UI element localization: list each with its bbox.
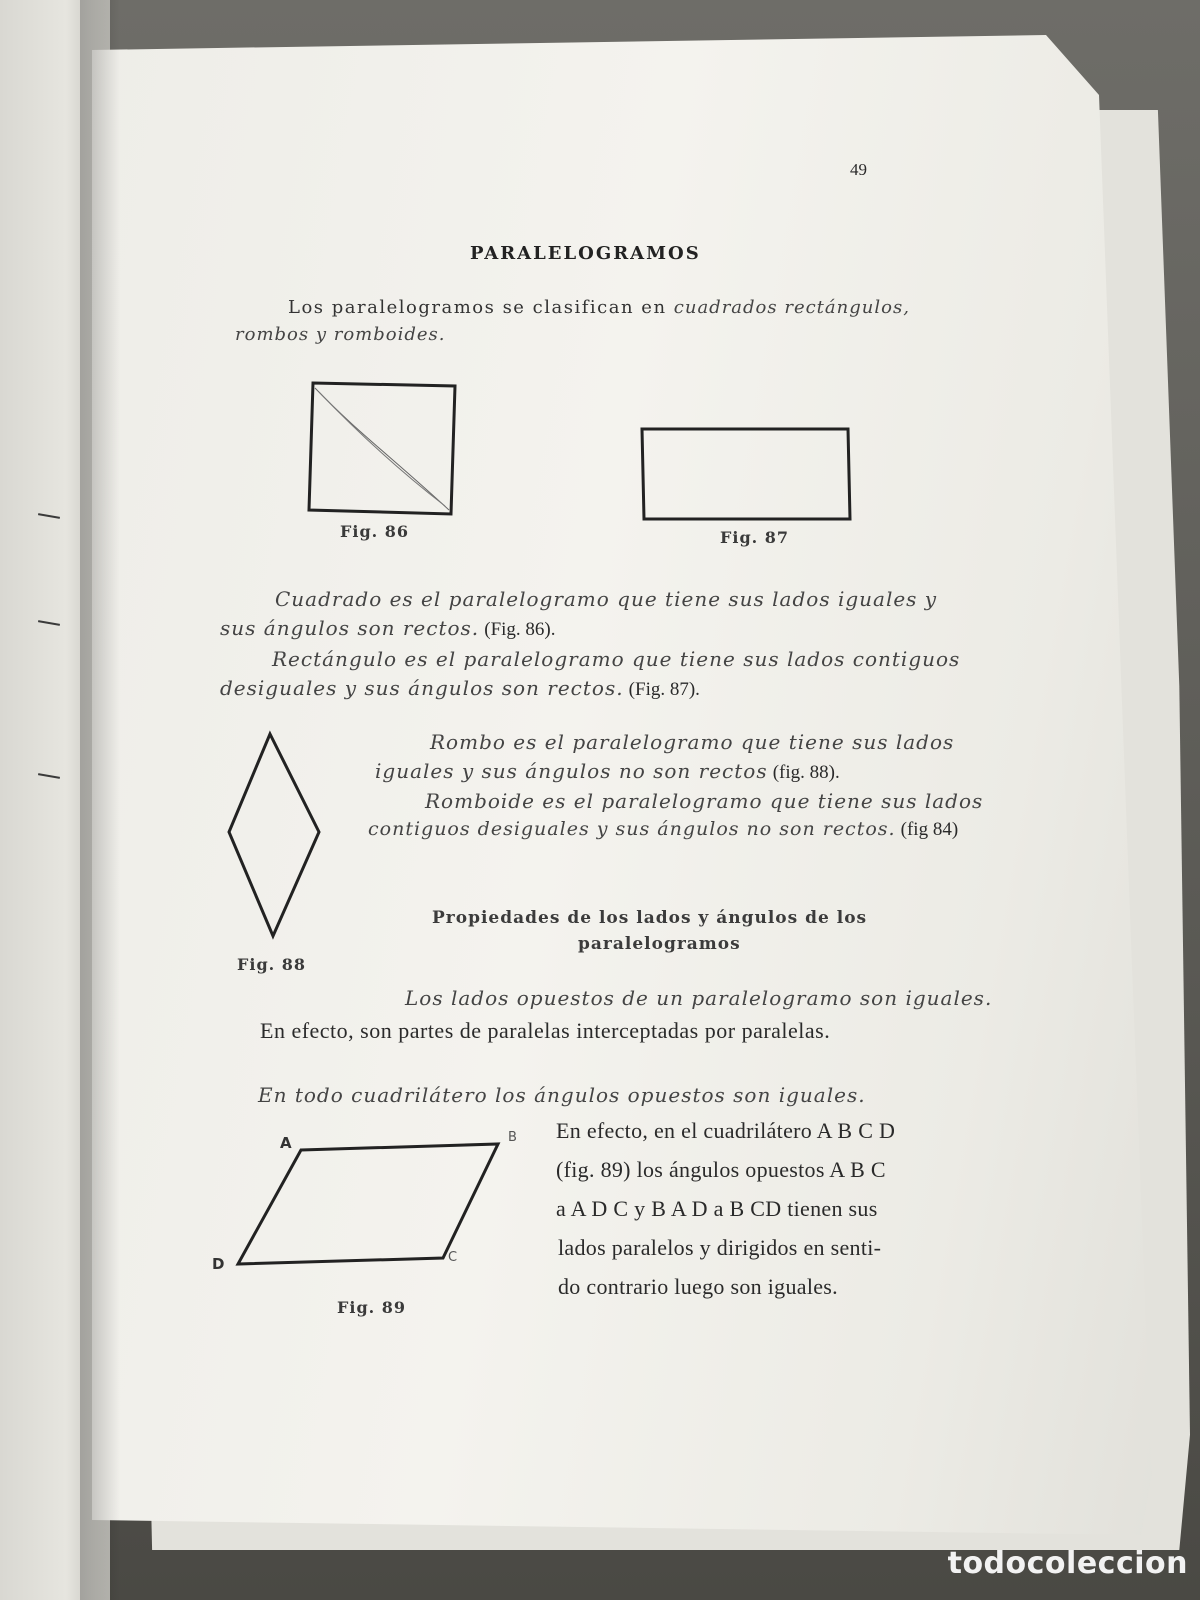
def-rectangulo-ref: (Fig. 87).: [628, 679, 700, 700]
def-romboide-line1: Romboide es el paralelogramo que tiene sus lados: [425, 789, 984, 813]
property-2-proof-line3: a A D C y B A D a B CD tienen sus: [556, 1196, 878, 1221]
page-number: 49: [850, 160, 867, 179]
intro-line2: rombos y romboides.: [235, 324, 446, 345]
property-2-proof-line5: do contrario luego son iguales.: [558, 1274, 838, 1299]
def-rombo-line2: [375, 759, 840, 784]
property-2-proof-line2: (fig. 89) los ángulos opuestos A B C: [556, 1157, 886, 1182]
section-heading-line2: paralelogramos: [578, 934, 741, 954]
binding-shadow: [80, 0, 120, 1600]
figure-89-parallelogram: [205, 1130, 535, 1280]
property-2-statement: En todo cuadrilátero los ángulos opuestos son iguales.: [258, 1083, 866, 1107]
def-cuadrado-line2: [220, 616, 556, 641]
fig89-label-a: A: [280, 1134, 292, 1152]
fig89-label-c: C: [448, 1250, 458, 1265]
section-heading-line1: Propiedades de los lados y ángulos de los: [432, 908, 868, 928]
figure-88-rhombus: [225, 730, 325, 945]
fig88-caption: Fig. 88: [237, 955, 307, 974]
def-rombo-ref: (fig. 88).: [772, 762, 840, 783]
fig89-label-b: B: [508, 1130, 517, 1145]
def-rombo-line1: Rombo es el paralelogramo que tiene sus lados: [430, 730, 955, 754]
def-romboide-line2: [368, 818, 958, 841]
figure-86-square: [305, 380, 460, 520]
property-1-statement: Los lados opuestos de un paralelogramo son iguales.: [405, 986, 993, 1010]
intro-italic: cuadrados rectángulos,: [673, 297, 910, 318]
def-romboide-italic: contiguos desiguales y sus ángulos no son rectos.: [368, 818, 896, 840]
intro-regular: Los paralelogramos se clasifican en: [288, 297, 667, 318]
fig86-caption: Fig. 86: [340, 522, 410, 541]
intro-text: [288, 297, 910, 318]
def-rombo-italic: iguales y sus ángulos no son rectos: [375, 759, 768, 783]
property-2-proof-line4: lados paralelos y dirigidos en senti-: [558, 1235, 882, 1260]
def-cuadrado-ref: (Fig. 86).: [484, 619, 556, 640]
def-rectangulo-line1: Rectángulo es el paralelogramo que tiene sus lados contiguos: [272, 647, 961, 671]
watermark: todocoleccion: [947, 1546, 1188, 1581]
def-cuadrado-italic: sus ángulos son rectos.: [220, 616, 480, 640]
def-rectangulo-italic: desiguales y sus ángulos son rectos.: [220, 676, 624, 700]
fig87-caption: Fig. 87: [720, 528, 790, 547]
page-title: PARALELOGRAMOS: [470, 243, 701, 264]
def-romboide-ref: (fig 84): [900, 819, 959, 840]
property-2-proof-line1: En efecto, en el cuadrilátero A B C D: [556, 1118, 896, 1143]
property-1-proof: En efecto, son partes de paralelas interceptadas por paralelas.: [260, 1018, 831, 1043]
fig89-caption: Fig. 89: [337, 1298, 407, 1317]
def-cuadrado-line1: Cuadrado es el paralelogramo que tiene sus lados iguales y: [275, 587, 938, 611]
figure-87-rectangle: [638, 425, 854, 523]
def-rectangulo-line2: [220, 676, 700, 701]
fig89-label-d: D: [212, 1255, 225, 1273]
